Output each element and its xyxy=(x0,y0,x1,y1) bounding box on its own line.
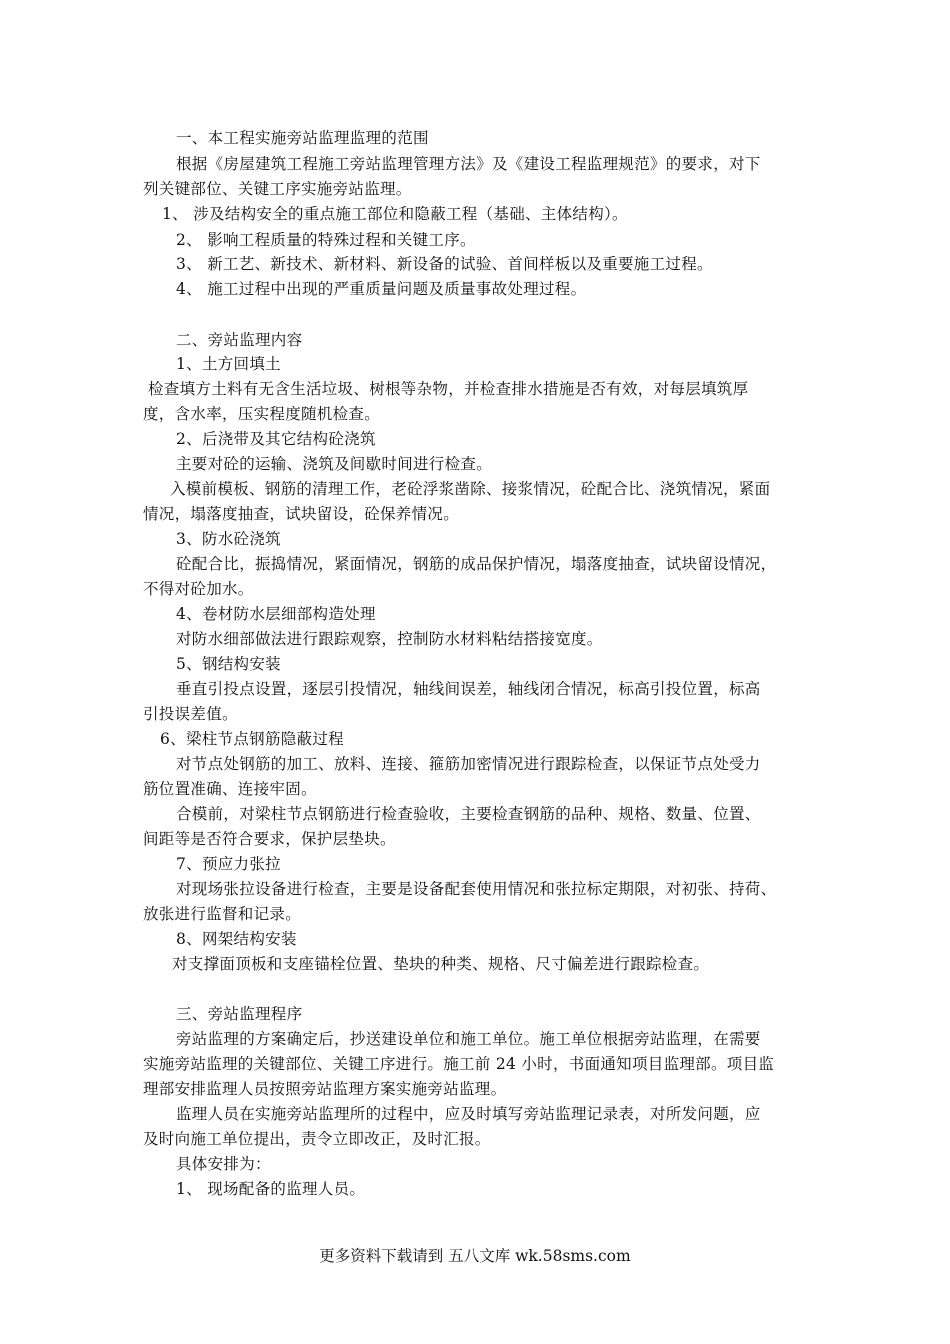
list-item: 1、 涉及结构安全的重点施工部位和隐蔽工程（基础、主体结构）。 xyxy=(162,205,628,223)
subsection-title: 8、网架结构安装 xyxy=(176,930,297,948)
paragraph-line: 对节点处钢筋的加工、放料、连接、箍筋加密情况进行跟踪检查，以保证节点处受力 xyxy=(176,755,761,773)
paragraph-line: 旁站监理的方案确定后，抄送建设单位和施工单位。施工单位根据旁站监理，在需要 xyxy=(176,1030,761,1048)
list-item: 1、 现场配备的监理人员。 xyxy=(176,1180,366,1198)
subsection-title: 2、后浇带及其它结构砼浇筑 xyxy=(176,430,376,448)
paragraph-line: 理部安排监理人员按照旁站监理方案实施旁站监理。 xyxy=(143,1080,507,1098)
paragraph-line: 砼配合比，振捣情况，紧面情况，钢筋的成品保护情况，塌落度抽查，试块留设情况， xyxy=(176,555,777,573)
subsection-title: 3、防水砼浇筑 xyxy=(176,530,281,548)
subsection-title: 7、预应力张拉 xyxy=(176,855,281,873)
paragraph-line: 引投误差值。 xyxy=(143,705,238,723)
paragraph-line: 监理人员在实施旁站监理所的过程中，应及时填写旁站监理记录表，对所发问题，应 xyxy=(176,1105,761,1123)
paragraph-line: 及时向施工单位提出，责令立即改正，及时汇报。 xyxy=(143,1130,491,1148)
paragraph-line: 入模前模板、钢筋的清理工作，老砼浮浆凿除、接浆情况，砼配合比、浇筑情况，紧面 xyxy=(170,480,771,498)
paragraph-line: 具体安排为： xyxy=(176,1155,271,1173)
paragraph-line: 情况，塌落度抽查，试块留设，砼保养情况。 xyxy=(143,505,460,523)
paragraph-line: 对现场张拉设备进行检查，主要是设备配套使用情况和张拉标定期限，对初张、持荷、 xyxy=(176,880,777,898)
paragraph-line: 对支撑面顶板和支座锚栓位置、垫块的种类、规格、尺寸偏差进行跟踪检查。 xyxy=(172,955,710,973)
paragraph-line: 根据《房屋建筑工程施工旁站监理管理方法》及《建设工程监理规范》的要求，对下 xyxy=(176,155,761,173)
list-item: 4、 施工过程中出现的严重质量问题及质量事故处理过程。 xyxy=(176,280,587,298)
paragraph-line: 放张进行监督和记录。 xyxy=(143,905,302,923)
subsection-title: 6、梁柱节点钢筋隐蔽过程 xyxy=(160,730,344,748)
section1-title: 一、本工程实施旁站监理监理的范围 xyxy=(176,129,429,147)
list-item: 3、 新工艺、新技术、新材料、新设备的试验、首间样板以及重要施工过程。 xyxy=(176,255,713,273)
subsection-title: 4、卷材防水层细部构造处理 xyxy=(176,605,376,623)
subsection-title: 5、钢结构安装 xyxy=(176,655,281,673)
paragraph-line: 度，含水率，压实程度随机检查。 xyxy=(143,405,381,423)
paragraph-line: 垂直引投点设置，逐层引投情况，轴线间误差，轴线闭合情况，标高引投位置，标高 xyxy=(176,680,761,698)
paragraph-line: 间距等是否符合要求，保护层垫块。 xyxy=(143,830,396,848)
subsection-title: 1、土方回填土 xyxy=(176,355,281,373)
paragraph-line: 主要对砼的运输、浇筑及间歇时间进行检查。 xyxy=(176,455,493,473)
list-item: 2、 影响工程质量的特殊过程和关键工序。 xyxy=(176,231,476,249)
paragraph-line: 筋位置准确、连接牢固。 xyxy=(143,780,317,798)
section2-title: 二、旁站监理内容 xyxy=(176,331,303,349)
paragraph-line: 列关键部位、关键工序实施旁站监理。 xyxy=(143,180,412,198)
footer-download-link[interactable]: 更多资料下载请到 五八文库 wk.58sms.com xyxy=(319,1247,631,1265)
paragraph-line: 合模前，对梁柱节点钢筋进行检查验收，主要检查钢筋的品种、规格、数量、位置、 xyxy=(176,805,761,823)
section3-title: 三、旁站监理程序 xyxy=(176,1005,303,1023)
paragraph-line: 对防水细部做法进行跟踪观察，控制防水材料粘结搭接宽度。 xyxy=(176,630,603,648)
paragraph-line: 不得对砼加水。 xyxy=(143,580,254,598)
paragraph-line: 检查填方土料有无含生活垃圾、树根等杂物，并检查排水措施是否有效，对每层填筑厚 xyxy=(148,380,749,398)
paragraph-line: 实施旁站监理的关键部位、关键工序进行。施工前 24 小时，书面通知项目监理部。项目监 xyxy=(143,1055,775,1073)
